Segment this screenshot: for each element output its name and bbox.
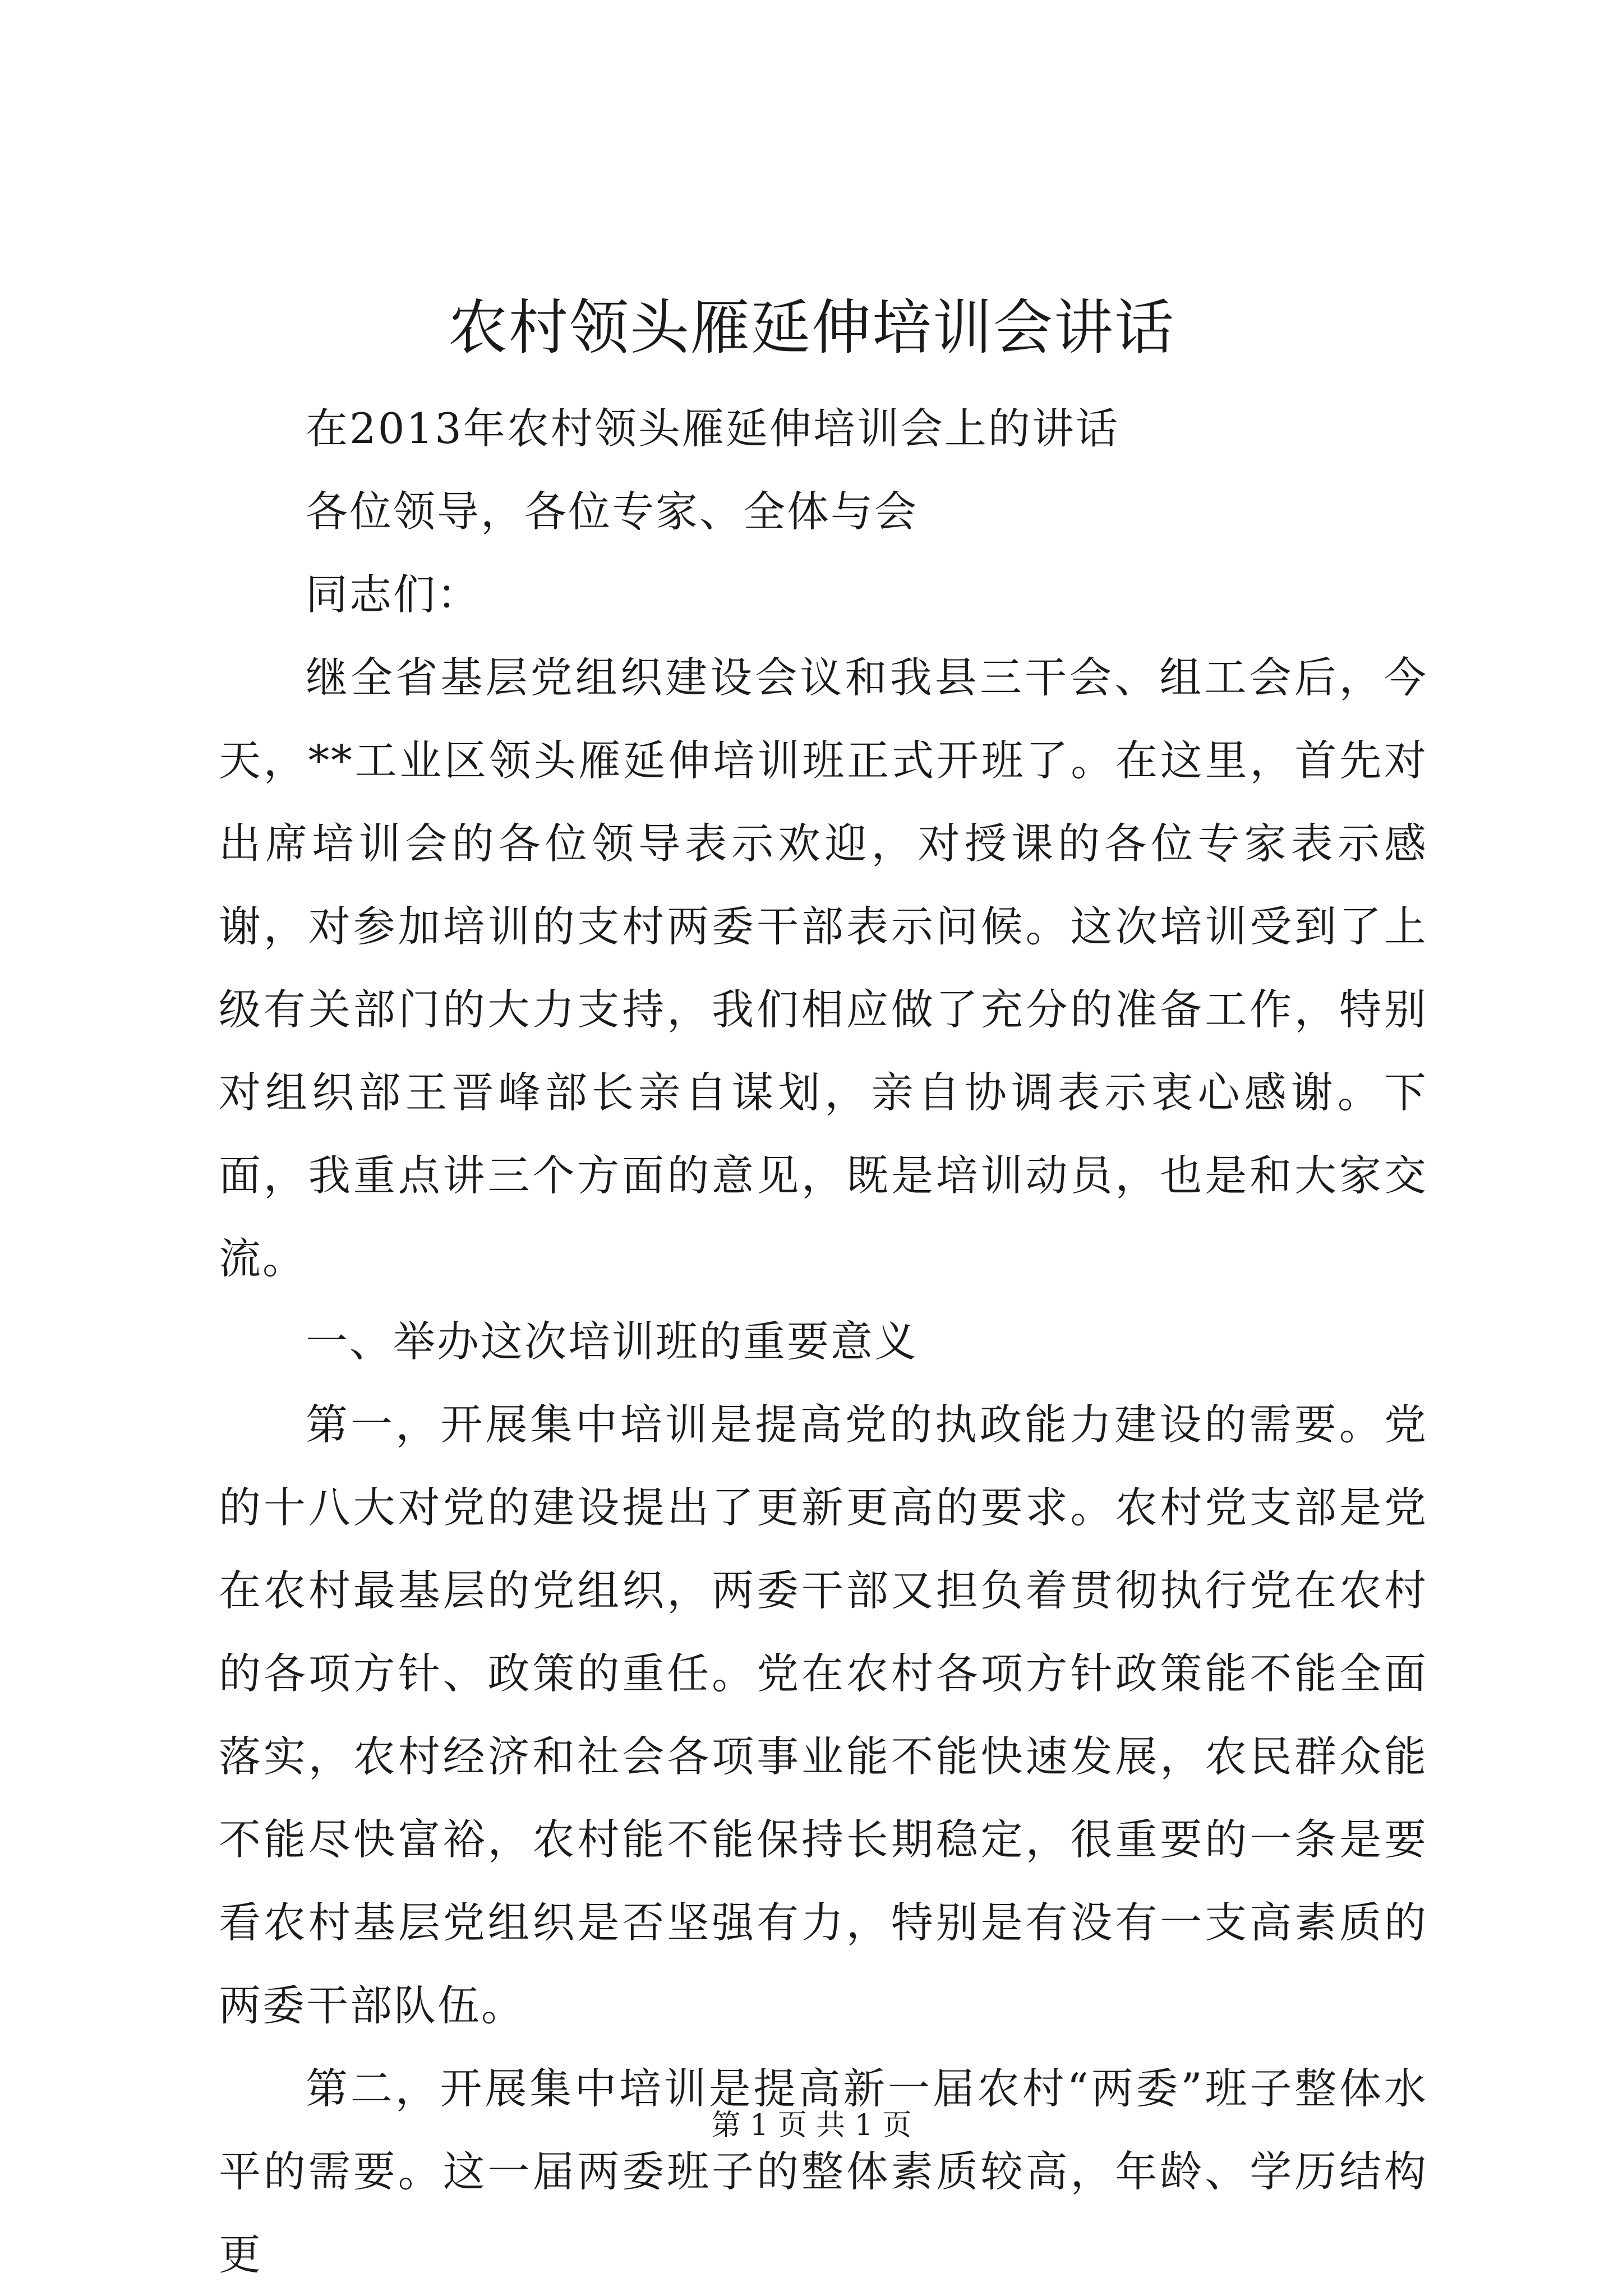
document-body xyxy=(219,387,1428,2296)
speech-heading: 在2013年农村领头雁延伸培训会上的讲话 xyxy=(306,404,1119,453)
opening-paragraph: 继全省基层党组织建设会议和我县三干会、组工会后，今天，**工业区领头雁延伸培训班正式开班了。在这里，首先对出席培训会的各位领导表示欢迎，对授课的各位专家表示感谢，对参加培训的支村两委干部表示问候。这次培训受到了上级有关部门的大力支持，我们相应做了充分的准备工作，特别对组织部王晋峰部长亲自谋划，亲自协调表示衷心感谢。下面，我重点讲三个方面的意见，既是培训动员，也是和大家交流。 xyxy=(219,653,1428,1283)
salutation-comrades: 同志们： xyxy=(306,570,481,619)
document-title: 农村领头雁延伸培训会讲话 xyxy=(448,293,1175,362)
point-one-paragraph: 第一，开展集中培训是提高党的执政能力建设的需要。党的十八大对党的建设提出了更新更高的要求。农村党支部是党在农村最基层的党组织，两委干部又担负着贯彻执行党在农村的各项方针、政策的重任。党在农村各项方针政策能不能全面落实，农村经济和社会各项事业能不能快速发展，农民群众能不能尽快富裕，农村能不能保持长期稳定，很重要的一条是要看农村基层党组织是否坚强有力，特别是有没有一支高素质的两委干部队伍。 xyxy=(219,1400,1428,2030)
point-two-paragraph: 第二，开展集中培训是提高新一届农村“两委”班子整体水平的需要。这一届两委班子的整体素质较高，年龄、学历结构更 xyxy=(219,2064,1428,2279)
page-number-footer: 第 1 页 共 1 页 xyxy=(711,2109,912,2142)
salutation-line: 各位领导，各位专家、全体与会 xyxy=(306,487,919,536)
section-heading: 一、举办这次培训班的重要意义 xyxy=(306,1317,919,1366)
